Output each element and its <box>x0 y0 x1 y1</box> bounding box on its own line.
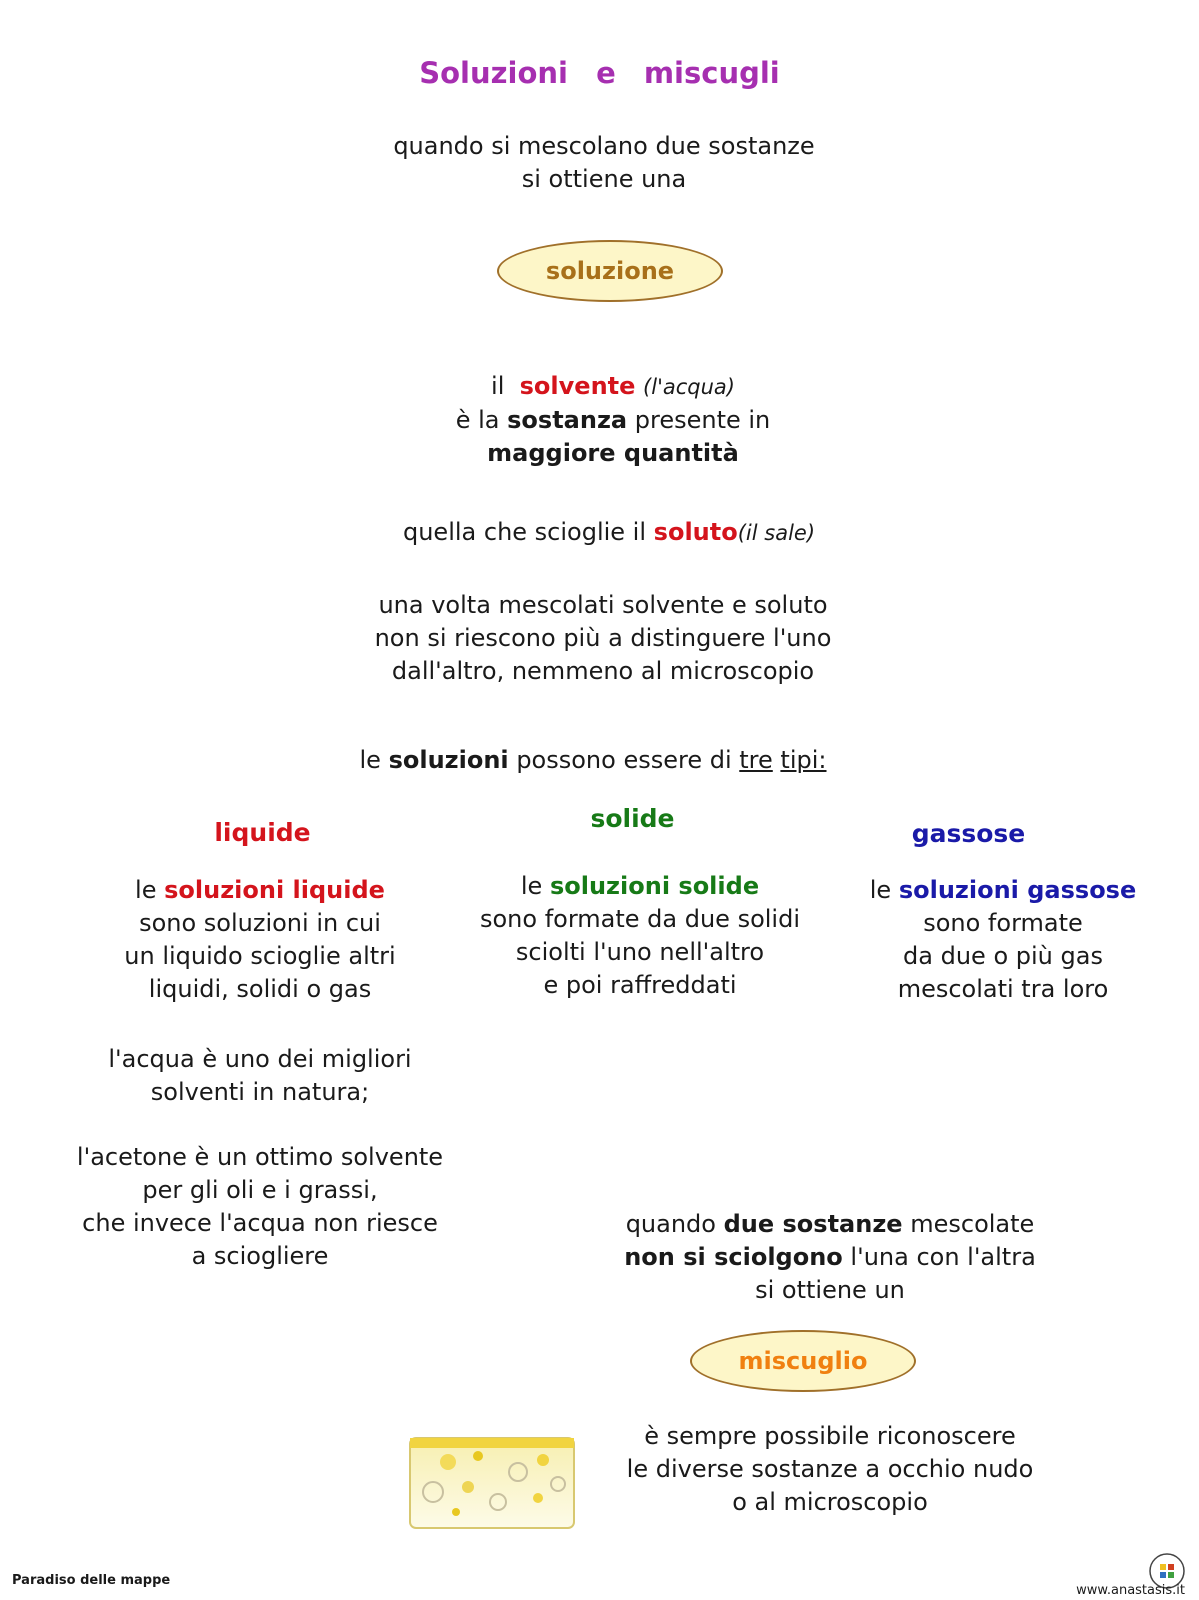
gas-text <box>838 874 1168 1006</box>
solid-line-2: sono formate da due solidi <box>479 905 800 933</box>
solute-text <box>0 516 1199 550</box>
liquid-text <box>50 874 470 1006</box>
types-pre: le <box>359 746 381 774</box>
recognize-line-3: o al microscopio <box>732 1488 928 1516</box>
mixed-line-3: dall'altro, nemmeno al microscopio <box>391 657 815 685</box>
water-line-2: solventi in natura; <box>150 1078 370 1106</box>
solvent-text <box>0 370 1199 470</box>
liquid-bold: soluzioni liquide <box>164 876 385 904</box>
page-title: Soluzioni e miscugli <box>419 56 780 90</box>
solvent-l2-bold: sostanza <box>507 406 628 434</box>
solid-bold: soluzioni solide <box>549 872 760 900</box>
solid-line-4: e poi raffreddati <box>543 971 737 999</box>
gas-line-3: da due o più gas <box>903 942 1103 970</box>
mixture-post-2: l'una con l'altra <box>850 1243 1036 1271</box>
solute-note: (il sale) <box>737 521 816 545</box>
mixture-text <box>580 1208 1080 1307</box>
gas-heading: gassose <box>911 819 1026 848</box>
solution-oval: soluzione <box>497 240 723 302</box>
footer-left: Paradiso delle mappe <box>12 1573 171 1588</box>
solvent-l2-post: presente in <box>634 406 771 434</box>
acetone-line-3: che invece l'acqua non riesce <box>82 1209 438 1237</box>
mixture-bold-2: non si sciolgono <box>624 1243 843 1271</box>
intro-text <box>0 130 1199 196</box>
solvent-line-3: maggiore quantità <box>487 439 739 467</box>
recognize-line-2: le diverse sostanze a occhio nudo <box>626 1455 1034 1483</box>
mixed-line-2: non si riescono più a distinguere l'uno <box>374 624 832 652</box>
liquid-heading: liquide <box>214 818 311 847</box>
solute-word: soluto <box>653 518 738 546</box>
footer-right[interactable]: www.anastasis.it <box>1076 1583 1185 1598</box>
types-mid: possono essere di <box>516 746 732 774</box>
solvent-word: solvente <box>519 372 636 400</box>
mixed-line-1: una volta mescolati solvente e soluto <box>378 591 828 619</box>
recognize-text <box>580 1420 1080 1519</box>
acetone-text <box>50 1141 470 1273</box>
mixture-post-1: mescolate <box>910 1210 1035 1238</box>
mixture-oval: miscuglio <box>690 1330 916 1392</box>
water-text <box>50 1043 470 1109</box>
water-line-1: l'acqua è uno dei migliori <box>108 1045 412 1073</box>
solid-text <box>446 870 834 1002</box>
mixed-text <box>0 589 1199 688</box>
types-u1: tre <box>739 746 773 774</box>
gas-line-2: sono formate <box>923 909 1083 937</box>
solvent-il: il <box>491 372 505 400</box>
intro-line-2: si ottiene una <box>521 165 687 193</box>
acetone-line-4: a sciogliere <box>191 1242 329 1270</box>
liquid-le: le <box>135 876 157 904</box>
recognize-line-1: è sempre possibile riconoscere <box>644 1422 1016 1450</box>
gas-le: le <box>869 876 892 904</box>
solid-heading: solide <box>590 804 675 833</box>
solid-line-3: sciolti l'uno nell'altro <box>515 938 765 966</box>
mixture-pre: quando <box>625 1210 716 1238</box>
beaker-mixture-icon <box>408 1432 576 1530</box>
solute-pre: quella che scioglie il <box>402 518 647 546</box>
liquid-line-2: sono soluzioni in cui <box>139 909 381 937</box>
solvent-l2-pre: è la <box>455 406 500 434</box>
solvent-note: (l'acqua) <box>643 375 735 399</box>
liquid-line-3: un liquido scioglie altri <box>124 942 396 970</box>
types-text <box>0 744 1186 777</box>
types-u2: tipi: <box>780 746 827 774</box>
gas-line-4: mescolati tra loro <box>897 975 1109 1003</box>
gas-bold: soluzioni gassose <box>898 876 1137 904</box>
mixture-bold-1: due sostanze <box>723 1210 903 1238</box>
intro-line-1: quando si mescolano due sostanze <box>393 132 815 160</box>
acetone-line-1: l'acetone è un ottimo solvente <box>76 1143 444 1171</box>
liquid-line-4: liquidi, solidi o gas <box>148 975 372 1003</box>
solid-le: le <box>520 872 543 900</box>
types-bold: soluzioni <box>388 746 509 774</box>
mixture-line-3: si ottiene un <box>755 1276 905 1304</box>
acetone-line-2: per gli oli e i grassi, <box>142 1176 378 1204</box>
